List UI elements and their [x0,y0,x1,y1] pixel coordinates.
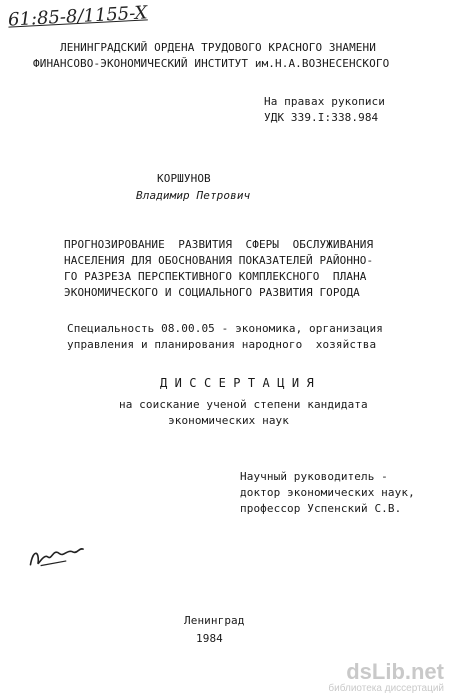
specialty-line-2: управления и планирования народного хозяйства [67,338,377,351]
author-name: Владимир Петрович [136,189,251,202]
handwritten-signature [24,539,87,579]
supervisor-line-2: доктор экономических наук, [240,486,415,499]
title-line-1: ПРОГНОЗИРОВАНИЕ РАЗВИТИЯ СФЕРЫ ОБСЛУЖИВАНИЯ [64,238,374,251]
archive-mark: 61:85-8/1155-X [7,2,149,31]
title-line-2: НАСЕЛЕНИЯ ДЛЯ ОБОСНОВАНИЯ ПОКАЗАТЕЛЕЙ РАЙОННО- [64,254,374,267]
supervisor-line-3: профессор Успенский С.В. [240,502,402,515]
watermark-logo: dsLib.net [346,659,444,684]
specialty-line-1: Специальность 08.00.05 - экономика, организация [67,322,383,335]
udk-code: УДК 339.I:338.984 [264,111,379,124]
supervisor-line-1: Научный руководитель - [240,470,388,483]
institute-line-1: ЛЕНИНГРАДСКИЙ ОРДЕНА ТРУДОВОГО КРАСНОГО ЗНАМЕНИ [60,41,376,54]
year: 1984 [196,632,223,645]
dissertation-line-2: экономических наук [168,414,290,427]
signature-scribble [24,539,87,573]
author-surname: КОРШУНОВ [157,172,211,185]
city: Ленинград [184,614,245,627]
watermark [328,661,444,695]
title-line-3: ГО РАЗРЕЗА ПЕРСПЕКТИВНОГО КОМПЛЕКСНОГО ПЛАНА [64,270,367,283]
watermark-tagline: библиотека диссертаций [328,683,444,694]
title-line-4: ЭКОНОМИЧЕСКОГО И СОЦИАЛЬНОГО РАЗВИТИЯ ГОРОДА [64,286,360,299]
dissertation-line-1: на соискание ученой степени кандидата [119,398,368,411]
manuscript-rights: На правах рукописи [264,95,386,108]
dissertation-heading: Д И С С Е Р Т А Ц И Я [160,376,314,390]
institute-line-2: ФИНАНСОВО-ЭКОНОМИЧЕСКИЙ ИНСТИТУТ им.Н.А.ВОЗНЕСЕНСКОГО [33,57,390,70]
